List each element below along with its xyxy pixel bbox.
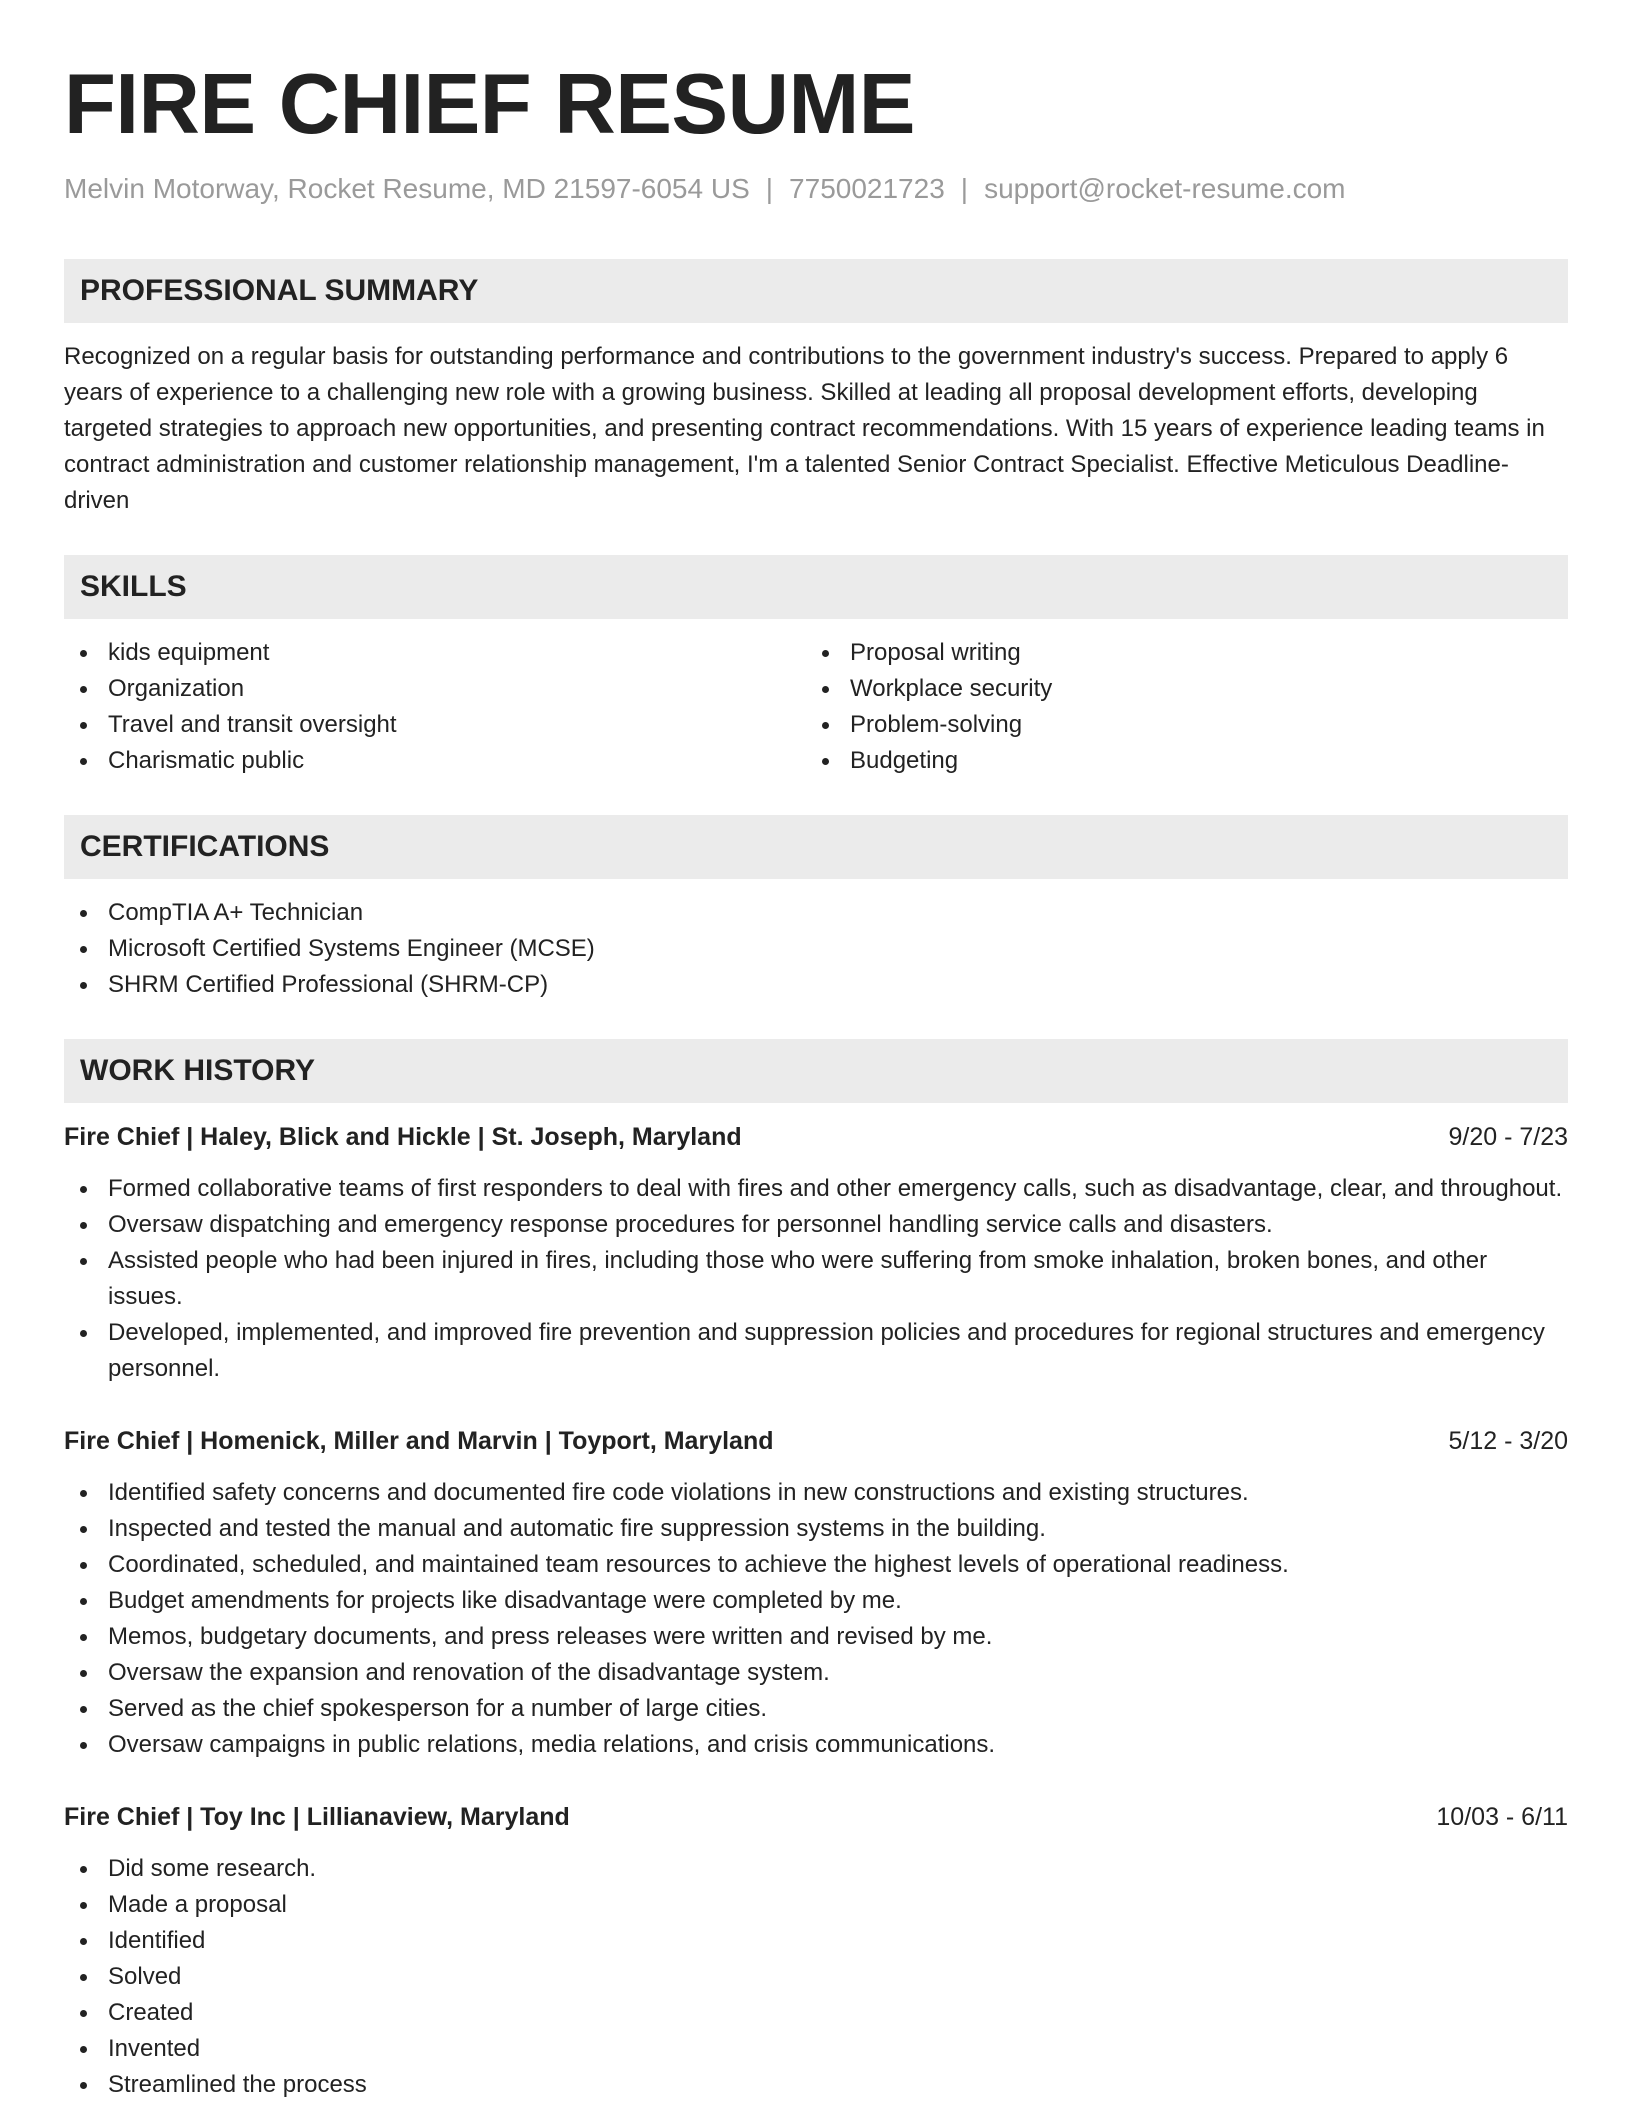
job-bullet: Identified safety concerns and documented fire code violations in new constructions and existing structures. <box>64 1475 1568 1511</box>
skill-item: Charismatic public <box>64 743 806 779</box>
job-bullet: Solved <box>64 1959 1568 1995</box>
certification-item: CompTIA A+ Technician <box>64 895 1568 931</box>
job-dates: 5/12 - 3/20 <box>1448 1427 1568 1455</box>
job-dates: 9/20 - 7/23 <box>1448 1123 1568 1151</box>
job-entry <box>64 1423 1568 1763</box>
job-header <box>64 1799 1568 1835</box>
job-bullet: Assisted people who had been injured in fires, including those who were suffering from smoke inhalation, broken bones, and other issues. <box>64 1243 1568 1315</box>
skills-grid <box>64 635 1568 779</box>
job-bullet: Invented <box>64 2031 1568 2067</box>
resume-page <box>64 0 1568 2103</box>
summary-heading: PROFESSIONAL SUMMARY <box>64 259 1568 323</box>
job-bullet: Served as the chief spokesperson for a number of large cities. <box>64 1691 1568 1727</box>
job-bullets <box>64 1475 1568 1763</box>
certification-item: Microsoft Certified Systems Engineer (MCSE) <box>64 931 1568 967</box>
contact-separator: | <box>960 173 969 204</box>
job-entry <box>64 1119 1568 1387</box>
job-title: Fire Chief | Homenick, Miller and Marvin | Toyport, Maryland <box>64 1427 774 1455</box>
job-entry <box>64 1799 1568 2103</box>
job-bullet: Oversaw dispatching and emergency response procedures for personnel handling service calls and disasters. <box>64 1207 1568 1243</box>
job-title: Fire Chief | Toy Inc | Lillianaview, Maryland <box>64 1803 570 1831</box>
job-bullet: Streamlined the process <box>64 2067 1568 2103</box>
skill-item: Workplace security <box>806 671 1548 707</box>
certifications-heading: CERTIFICATIONS <box>64 815 1568 879</box>
skill-item: Problem-solving <box>806 707 1548 743</box>
contact-line <box>64 172 1568 206</box>
skill-item: Organization <box>64 671 806 707</box>
skill-item: Travel and transit oversight <box>64 707 806 743</box>
job-bullet: Oversaw campaigns in public relations, media relations, and crisis communications. <box>64 1727 1568 1763</box>
skill-item: kids equipment <box>64 635 806 671</box>
job-header <box>64 1119 1568 1155</box>
contact-phone: 7750021723 <box>789 173 945 204</box>
job-bullets <box>64 1171 1568 1387</box>
job-bullet: Developed, implemented, and improved fire prevention and suppression policies and procedures for regional structures and emergency personnel. <box>64 1315 1568 1387</box>
skills-right-column <box>806 635 1548 779</box>
job-bullet: Coordinated, scheduled, and maintained team resources to achieve the highest levels of operational readiness. <box>64 1547 1568 1583</box>
certifications-list <box>64 895 1568 1003</box>
certification-item: SHRM Certified Professional (SHRM-CP) <box>64 967 1568 1003</box>
job-bullet: Made a proposal <box>64 1887 1568 1923</box>
job-bullet: Created <box>64 1995 1568 2031</box>
job-bullet: Formed collaborative teams of first responders to deal with fires and other emergency calls, such as disadvantage, clear, and throughout. <box>64 1171 1568 1207</box>
job-bullet: Inspected and tested the manual and automatic fire suppression systems in the building. <box>64 1511 1568 1547</box>
contact-address: Melvin Motorway, Rocket Resume, MD 21597-6054 US <box>64 173 750 204</box>
contact-email: support@rocket-resume.com <box>984 173 1346 204</box>
job-bullets <box>64 1851 1568 2103</box>
contact-separator: | <box>765 173 774 204</box>
job-bullet: Oversaw the expansion and renovation of the disadvantage system. <box>64 1655 1568 1691</box>
job-bullet: Identified <box>64 1923 1568 1959</box>
resume-title: FIRE CHIEF RESUME <box>64 57 916 152</box>
skill-item: Budgeting <box>806 743 1548 779</box>
job-bullet: Did some research. <box>64 1851 1568 1887</box>
job-header <box>64 1423 1568 1459</box>
skills-heading: SKILLS <box>64 555 1568 619</box>
job-dates: 10/03 - 6/11 <box>1436 1803 1568 1831</box>
skills-left-column <box>64 635 806 779</box>
job-bullet: Budget amendments for projects like disadvantage were completed by me. <box>64 1583 1568 1619</box>
skill-item: Proposal writing <box>806 635 1548 671</box>
job-title: Fire Chief | Haley, Blick and Hickle | St. Joseph, Maryland <box>64 1123 742 1151</box>
summary-text: Recognized on a regular basis for outstanding performance and contributions to the government industry's success. Prepared to apply 6 years of experience to a challenging new role with a growing business. Skilled at leading all proposal development efforts, developing targeted strategies to approach new opportunities, and presenting contract recommendations. With 15 years of experience leading teams in contract administration and customer relationship management, I'm a talented Senior Contract Specialist. Effective Meticulous Deadline-driven <box>64 343 1545 514</box>
job-bullet: Memos, budgetary documents, and press releases were written and revised by me. <box>64 1619 1568 1655</box>
work-history-heading: WORK HISTORY <box>64 1039 1568 1103</box>
